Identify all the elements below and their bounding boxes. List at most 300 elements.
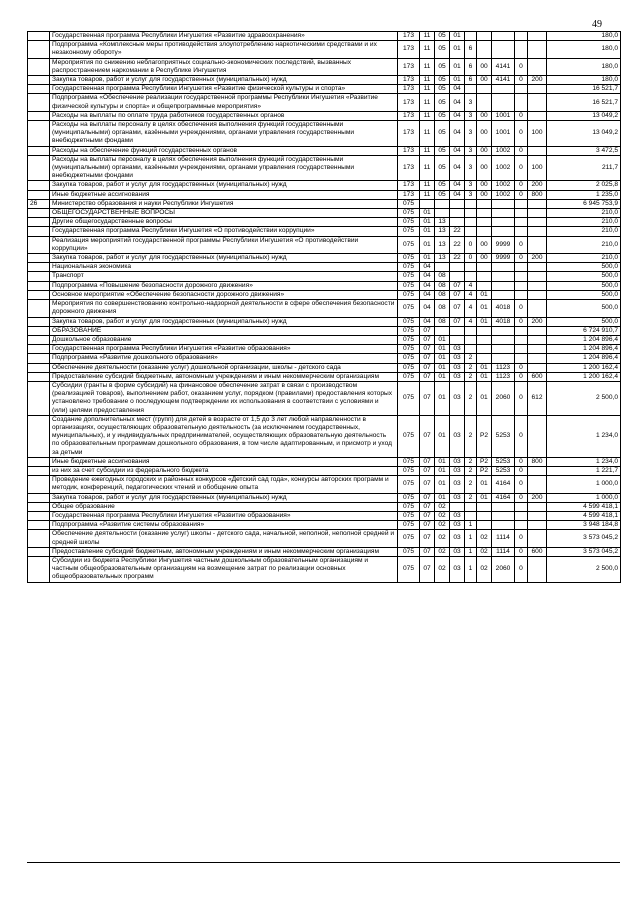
cell-p1: 01 (450, 76, 465, 85)
cell-rz: 11 (420, 155, 435, 181)
cell-p2 (465, 272, 477, 281)
cell-n (28, 58, 50, 75)
cell-vr (515, 511, 528, 520)
cell-p4 (492, 335, 515, 344)
cell-rz: 07 (420, 502, 435, 511)
cell-p3: 00 (477, 155, 492, 181)
table-row (28, 58, 621, 75)
cell-adm: 075 (398, 335, 420, 344)
cell-p3: 01 (477, 493, 492, 502)
cell-p2: 1 (465, 547, 477, 556)
cell-p1: 22 (450, 236, 465, 253)
cell-vr (515, 199, 528, 208)
cell-p2 (465, 326, 477, 335)
cell-vr2 (528, 326, 547, 335)
cell-sum: 6 945 753,9 (547, 199, 621, 208)
cell-p2: 6 (465, 76, 477, 85)
cell-name: Дошкольное образование (50, 335, 398, 344)
bottom-rule (27, 862, 620, 863)
cell-adm: 173 (398, 181, 420, 190)
cell-rz: 07 (420, 547, 435, 556)
cell-sum: 210,0 (547, 227, 621, 236)
cell-pr: 08 (435, 290, 450, 299)
cell-pr: 05 (435, 190, 450, 199)
cell-n (28, 521, 50, 530)
cell-p4 (492, 502, 515, 511)
table-row (28, 372, 621, 381)
cell-sum: 210,0 (547, 254, 621, 263)
cell-sum: 210,0 (547, 209, 621, 218)
cell-rz: 11 (420, 190, 435, 199)
cell-pr: 05 (435, 32, 450, 41)
cell-p4: 5253 (492, 466, 515, 475)
cell-p4 (492, 218, 515, 227)
cell-sum: 500,0 (547, 281, 621, 290)
cell-rz: 07 (420, 466, 435, 475)
cell-adm: 075 (398, 254, 420, 263)
cell-p4: 4141 (492, 76, 515, 85)
cell-adm: 075 (398, 415, 420, 457)
cell-p1: 03 (450, 530, 465, 547)
cell-vr: 0 (515, 121, 528, 147)
cell-name: Министерство образования и науки Республики Ингушетия (50, 199, 398, 208)
cell-vr: 0 (515, 466, 528, 475)
cell-vr: 0 (515, 181, 528, 190)
cell-p2 (465, 218, 477, 227)
table-row (28, 146, 621, 155)
cell-sum: 180,0 (547, 76, 621, 85)
cell-p4 (492, 290, 515, 299)
cell-p2: 2 (465, 354, 477, 363)
table-row (28, 181, 621, 190)
cell-vr: 0 (515, 372, 528, 381)
cell-sum: 16 521,7 (547, 85, 621, 94)
cell-adm: 173 (398, 190, 420, 199)
cell-p2 (465, 263, 477, 272)
cell-n (28, 345, 50, 354)
cell-p4: 2060 (492, 556, 515, 582)
cell-pr: 01 (435, 457, 450, 466)
cell-p4: 9999 (492, 236, 515, 253)
cell-vr2: 800 (528, 190, 547, 199)
cell-p2: 3 (465, 190, 477, 199)
cell-pr: 05 (435, 58, 450, 75)
table-row (28, 32, 621, 41)
cell-vr2 (528, 209, 547, 218)
table-row (28, 199, 621, 208)
cell-p1: 03 (450, 493, 465, 502)
cell-p2 (465, 335, 477, 344)
cell-rz: 07 (420, 457, 435, 466)
cell-adm: 075 (398, 381, 420, 415)
cell-p4: 5253 (492, 415, 515, 457)
cell-adm: 075 (398, 227, 420, 236)
cell-sum: 4 599 418,1 (547, 502, 621, 511)
cell-n (28, 502, 50, 511)
cell-n (28, 326, 50, 335)
cell-rz: 11 (420, 58, 435, 75)
cell-p4: 1002 (492, 146, 515, 155)
cell-pr: 01 (435, 363, 450, 372)
cell-p1: 03 (450, 511, 465, 520)
cell-n (28, 32, 50, 41)
cell-p2: 4 (465, 290, 477, 299)
cell-n (28, 190, 50, 199)
cell-p4: 1002 (492, 181, 515, 190)
cell-vr2 (528, 476, 547, 493)
cell-pr: 13 (435, 254, 450, 263)
cell-rz: 04 (420, 300, 435, 317)
cell-vr2: 600 (528, 547, 547, 556)
cell-pr: 01 (435, 493, 450, 502)
cell-sum: 1 000,0 (547, 476, 621, 493)
cell-p2: 3 (465, 94, 477, 111)
cell-vr2 (528, 281, 547, 290)
cell-adm: 173 (398, 32, 420, 41)
table-row (28, 317, 621, 326)
cell-p4: 9999 (492, 254, 515, 263)
cell-vr (515, 85, 528, 94)
cell-p4: 1002 (492, 190, 515, 199)
cell-name: ОБРАЗОВАНИЕ (50, 326, 398, 335)
cell-vr2 (528, 41, 547, 58)
cell-adm: 075 (398, 363, 420, 372)
cell-vr: 0 (515, 363, 528, 372)
cell-p1: 01 (450, 32, 465, 41)
cell-name: Закупка товаров, работ и услуг для государственных (муниципальных) нужд (50, 181, 398, 190)
cell-name: Закупка товаров, работ и услуг для государственных (муниципальных) нужд (50, 76, 398, 85)
cell-vr2 (528, 290, 547, 299)
cell-sum: 2 500,0 (547, 381, 621, 415)
cell-adm: 173 (398, 41, 420, 58)
cell-pr: 13 (435, 236, 450, 253)
cell-adm: 173 (398, 111, 420, 120)
cell-adm: 075 (398, 556, 420, 582)
cell-sum: 1 200 162,4 (547, 363, 621, 372)
cell-vr: 0 (515, 236, 528, 253)
cell-n: 26 (28, 199, 50, 208)
cell-p4: 1001 (492, 111, 515, 120)
cell-adm: 075 (398, 502, 420, 511)
cell-name: Расходы на выплаты персоналу в целях обеспечения выполнения функций государственными (муниципальными) органами, казёнными учреждениями, органами управления государственными внебюджетными фондами (50, 121, 398, 147)
cell-rz: 11 (420, 32, 435, 41)
cell-vr2: 600 (528, 372, 547, 381)
cell-vr: 0 (515, 155, 528, 181)
cell-rz: 07 (420, 493, 435, 502)
cell-n (28, 236, 50, 253)
cell-p2 (465, 209, 477, 218)
cell-p3 (477, 335, 492, 344)
cell-p3: 00 (477, 254, 492, 263)
cell-pr: 05 (435, 146, 450, 155)
cell-vr (515, 32, 528, 41)
cell-p3 (477, 326, 492, 335)
cell-pr: 01 (435, 466, 450, 475)
cell-rz: 01 (420, 254, 435, 263)
cell-vr2: 200 (528, 493, 547, 502)
cell-p4 (492, 354, 515, 363)
table-row (28, 94, 621, 111)
cell-p3: P2 (477, 415, 492, 457)
table-row (28, 236, 621, 253)
cell-n (28, 227, 50, 236)
cell-sum: 210,0 (547, 218, 621, 227)
cell-pr: 08 (435, 300, 450, 317)
cell-n (28, 415, 50, 457)
cell-vr (515, 209, 528, 218)
cell-pr: 02 (435, 556, 450, 582)
budget-table (27, 31, 621, 583)
table-row (28, 300, 621, 317)
cell-rz: 04 (420, 281, 435, 290)
cell-n (28, 457, 50, 466)
cell-name: Подпрограмма «Развитие дошкольного образования» (50, 354, 398, 363)
cell-n (28, 111, 50, 120)
cell-sum: 3 573 045,2 (547, 530, 621, 547)
cell-sum: 500,0 (547, 300, 621, 317)
cell-vr (515, 326, 528, 335)
cell-p1: 22 (450, 254, 465, 263)
cell-n (28, 300, 50, 317)
cell-pr: 05 (435, 111, 450, 120)
cell-vr: 0 (515, 476, 528, 493)
cell-name: Мероприятия по совершенствованию контрольно-надзорной деятельности в сфере обеспечения безопасности дорожного движения (50, 300, 398, 317)
cell-vr: 0 (515, 415, 528, 457)
cell-n (28, 372, 50, 381)
cell-vr2 (528, 111, 547, 120)
cell-rz: 07 (420, 354, 435, 363)
cell-p3 (477, 281, 492, 290)
cell-rz: 11 (420, 94, 435, 111)
cell-p4 (492, 263, 515, 272)
cell-sum: 1 204 896,4 (547, 354, 621, 363)
cell-rz: 07 (420, 372, 435, 381)
cell-name: Обеспечение деятельности (оказание услуг) дошкольной организации, школы - детского сада (50, 363, 398, 372)
cell-vr2 (528, 85, 547, 94)
cell-vr2: 612 (528, 381, 547, 415)
cell-name: Расходы на обеспечение функций государственных органов (50, 146, 398, 155)
cell-name: Мероприятия по снижению неблагоприятных социально-экономических последствий, вызванных распространением наркомании в Республике Ингушетия (50, 58, 398, 75)
cell-p3: 02 (477, 530, 492, 547)
cell-vr (515, 502, 528, 511)
cell-p2: 1 (465, 530, 477, 547)
cell-sum: 1 234,0 (547, 415, 621, 457)
cell-pr: 01 (435, 335, 450, 344)
cell-p4: 2060 (492, 381, 515, 415)
cell-adm: 075 (398, 493, 420, 502)
cell-p3: 00 (477, 111, 492, 120)
cell-sum: 180,0 (547, 32, 621, 41)
cell-p3: 02 (477, 556, 492, 582)
table-row (28, 502, 621, 511)
cell-p2: 6 (465, 58, 477, 75)
cell-name: Предоставление субсидий бюджетным, автономным учреждениям и иным некоммерческим организациям (50, 372, 398, 381)
cell-p3 (477, 263, 492, 272)
cell-sum: 1 234,0 (547, 457, 621, 466)
cell-p1 (450, 218, 465, 227)
cell-p2 (465, 227, 477, 236)
cell-p1: 03 (450, 547, 465, 556)
cell-adm: 075 (398, 236, 420, 253)
cell-p1: 07 (450, 281, 465, 290)
cell-p1: 04 (450, 111, 465, 120)
cell-vr2: 800 (528, 457, 547, 466)
cell-p4 (492, 511, 515, 520)
cell-p2: 2 (465, 415, 477, 457)
cell-p4 (492, 281, 515, 290)
cell-n (28, 155, 50, 181)
cell-vr (515, 354, 528, 363)
cell-vr (515, 218, 528, 227)
cell-vr2 (528, 556, 547, 582)
cell-p4: 1114 (492, 547, 515, 556)
cell-n (28, 272, 50, 281)
cell-rz: 04 (420, 317, 435, 326)
table-row (28, 227, 621, 236)
cell-vr2 (528, 466, 547, 475)
cell-adm: 075 (398, 372, 420, 381)
cell-p3 (477, 227, 492, 236)
cell-name: Обеспечение деятельности (оказание услуг) школы - детского сада, начальной, неполной, неполной средней и средней школы (50, 530, 398, 547)
cell-sum: 4 599 418,1 (547, 511, 621, 520)
cell-vr: 0 (515, 493, 528, 502)
table-row (28, 511, 621, 520)
cell-adm: 075 (398, 199, 420, 208)
cell-name: Государственная программа Республики Ингушетия «Развитие образования» (50, 511, 398, 520)
cell-n (28, 556, 50, 582)
table-row (28, 209, 621, 218)
cell-name: Расходы на выплаты по оплате труда работников государственных органов (50, 111, 398, 120)
cell-adm: 173 (398, 121, 420, 147)
cell-sum: 500,0 (547, 317, 621, 326)
cell-p1: 07 (450, 300, 465, 317)
cell-vr: 0 (515, 317, 528, 326)
table-row (28, 345, 621, 354)
cell-rz: 07 (420, 556, 435, 582)
cell-name: Субсидии из бюджета Республики Ингушетия частным дошкольным образовательным организациям и частным общеобразовательным организациям на возмещение затрат по реализации основных общеобразовательных программ (50, 556, 398, 582)
cell-p2: 3 (465, 121, 477, 147)
cell-vr2 (528, 218, 547, 227)
cell-rz: 07 (420, 345, 435, 354)
cell-p2 (465, 345, 477, 354)
cell-rz: 07 (420, 476, 435, 493)
cell-adm: 075 (398, 290, 420, 299)
cell-name: Национальная экономика (50, 263, 398, 272)
table-row (28, 190, 621, 199)
cell-pr: 05 (435, 85, 450, 94)
cell-adm: 075 (398, 209, 420, 218)
cell-n (28, 181, 50, 190)
cell-n (28, 263, 50, 272)
cell-n (28, 466, 50, 475)
table-row (28, 272, 621, 281)
cell-p4: 1123 (492, 363, 515, 372)
cell-pr: 05 (435, 181, 450, 190)
cell-vr2 (528, 415, 547, 457)
cell-vr (515, 290, 528, 299)
cell-pr (435, 199, 450, 208)
cell-name: Государственная программа Республики Ингушетия «Развитие физической культуры и спорта» (50, 85, 398, 94)
cell-rz (420, 199, 435, 208)
cell-vr (515, 41, 528, 58)
cell-vr2 (528, 363, 547, 372)
cell-p1: 03 (450, 372, 465, 381)
cell-pr: 08 (435, 281, 450, 290)
cell-p2: 3 (465, 155, 477, 181)
cell-p2: 2 (465, 381, 477, 415)
cell-p4: 4018 (492, 317, 515, 326)
cell-rz: 07 (420, 326, 435, 335)
cell-adm: 075 (398, 218, 420, 227)
cell-p3: 01 (477, 300, 492, 317)
cell-n (28, 317, 50, 326)
cell-sum: 1 200 162,4 (547, 372, 621, 381)
cell-p1: 04 (450, 181, 465, 190)
cell-vr: 0 (515, 381, 528, 415)
cell-sum: 6 724 910,7 (547, 326, 621, 335)
table-row (28, 354, 621, 363)
cell-adm: 075 (398, 317, 420, 326)
cell-name: Расходы на выплаты персоналу в целях обеспечения выполнения функций государственными (муниципальными) органами, казёнными учреждениями, органами управления государственными внебюджетными фондами (50, 155, 398, 181)
cell-p3 (477, 354, 492, 363)
cell-adm: 173 (398, 76, 420, 85)
table-row (28, 281, 621, 290)
cell-adm: 173 (398, 85, 420, 94)
cell-p4 (492, 521, 515, 530)
cell-rz: 07 (420, 363, 435, 372)
cell-p4: 1123 (492, 372, 515, 381)
cell-n (28, 530, 50, 547)
cell-n (28, 94, 50, 111)
cell-vr: 0 (515, 146, 528, 155)
cell-sum: 1 235,0 (547, 190, 621, 199)
cell-vr: 0 (515, 556, 528, 582)
table-row (28, 290, 621, 299)
cell-n (28, 335, 50, 344)
cell-p1: 07 (450, 290, 465, 299)
table-row (28, 121, 621, 147)
cell-p1 (450, 263, 465, 272)
cell-vr: 0 (515, 76, 528, 85)
cell-n (28, 493, 50, 502)
cell-pr: 13 (435, 218, 450, 227)
cell-rz: 11 (420, 76, 435, 85)
cell-vr2 (528, 511, 547, 520)
cell-vr2: 200 (528, 317, 547, 326)
cell-p3 (477, 218, 492, 227)
cell-sum: 1 204 896,4 (547, 345, 621, 354)
cell-p1: 03 (450, 457, 465, 466)
cell-vr2 (528, 32, 547, 41)
cell-n (28, 290, 50, 299)
cell-p2: 1 (465, 521, 477, 530)
cell-n (28, 209, 50, 218)
table-row (28, 41, 621, 58)
cell-adm: 173 (398, 58, 420, 75)
cell-p2 (465, 32, 477, 41)
cell-p2: 6 (465, 41, 477, 58)
cell-sum: 13 049,2 (547, 121, 621, 147)
cell-name: Подпрограмма «Развитие системы образования» (50, 521, 398, 530)
cell-vr: 0 (515, 190, 528, 199)
cell-vr2 (528, 263, 547, 272)
cell-sum: 210,0 (547, 236, 621, 253)
cell-name: Подпрограмма «Комплексные меры противодействия злоупотреблению наркотическими средствами и их незаконному обороту» (50, 41, 398, 58)
cell-rz: 07 (420, 530, 435, 547)
cell-sum: 180,0 (547, 41, 621, 58)
cell-sum: 2 025,8 (547, 181, 621, 190)
cell-vr2 (528, 521, 547, 530)
